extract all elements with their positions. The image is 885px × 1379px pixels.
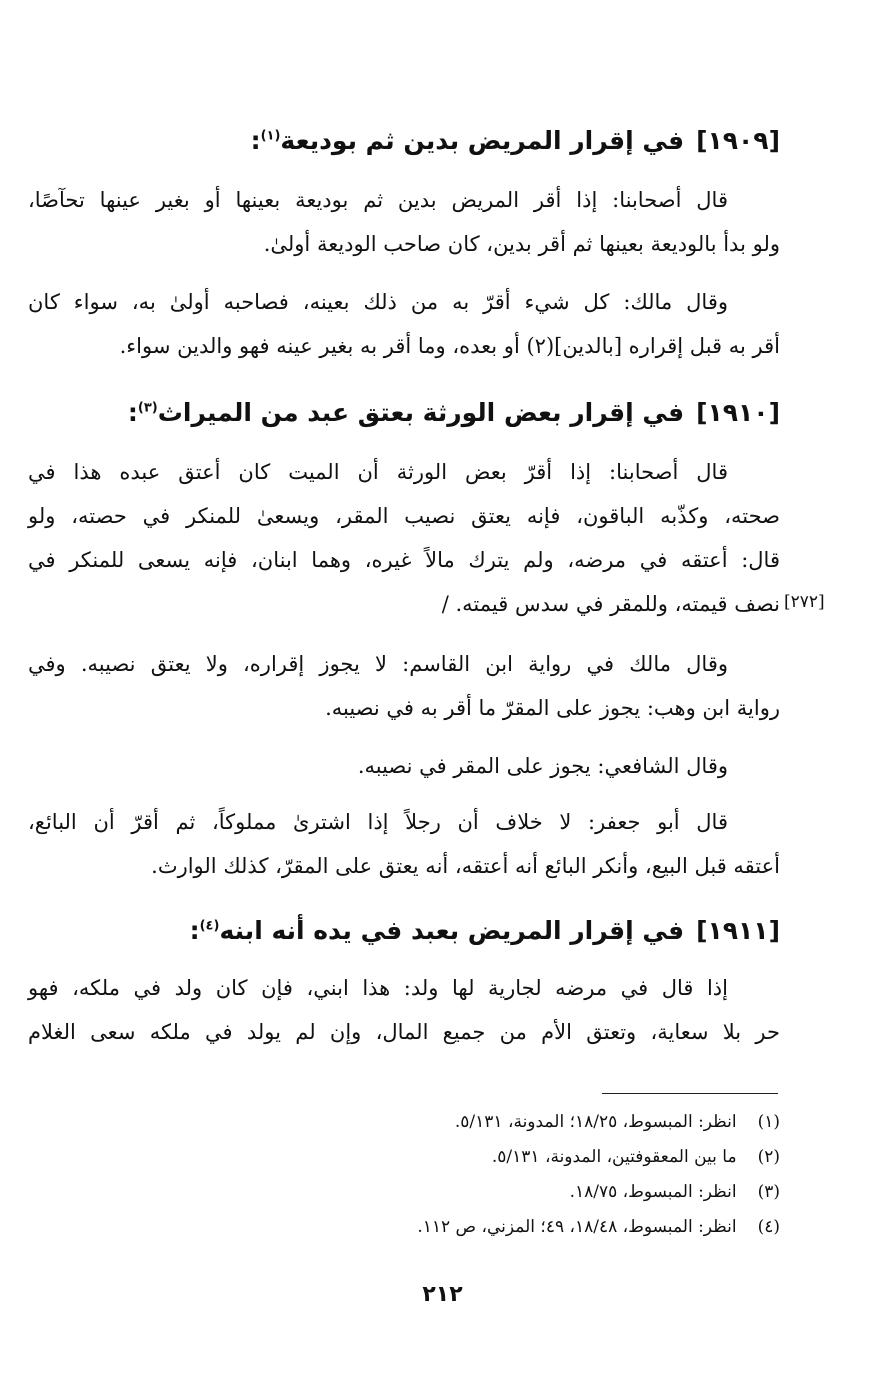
footnote-number: (١) [757,1112,780,1132]
footnote-ref: (١) [260,128,281,144]
text-line: نصف قيمته، وللمقر في سدس قيمته. / [441,592,780,616]
paragraph [28,280,780,368]
text-line: وقال مالك: كل شيء أقرّ به من ذلك بعينه، فصاحبه أولىٰ به، سواء كان [28,290,728,314]
text-line: أعتقه قبل البيع، وأنكر البائع أنه أعتقه، أنه يعتق على المقرّ، كذلك الوارث. [151,854,780,878]
section-title: في إقرار بعض الورثة بعتق عبد من الميراث [157,398,685,427]
section-heading-1909: [١٩٠٩]في إقرار المريض بدين ثم بوديعة$^{(١)}$: [250,126,780,155]
footnote-number: (٣) [757,1182,780,1202]
text-line: رواية ابن وهب: يجوز على المقرّ ما أقر به في نصيبه. [325,696,780,720]
text-line: صحته، وكذّبه الباقون، فإنه يعتق نصيب المقر، ويسعىٰ للمنكر في حصته، ولو [28,504,780,528]
footnote-divider [602,1093,778,1094]
section-title: في إقرار المريض بعبد في يده أنه ابنه [219,916,685,945]
section-number: [١٩١٠] [696,398,780,427]
footnote-2 [200,1139,780,1175]
paragraph [28,744,780,788]
text-line: ولو بدأ بالوديعة بعينها ثم أقر بدين، كان صاحب الوديعة أولىٰ. [263,232,780,256]
section-number: [١٩١١] [696,916,780,945]
footnote-text: ما بين المعقوفتين، المدونة، ٥/١٣١. [491,1147,737,1167]
text-line: حر بلا سعاية، وتعتق الأم من جميع المال، وإن لم يولد في ملكه سعى الغلام [28,1020,780,1044]
paragraph [28,642,780,730]
footnote-ref: (٤) [199,918,220,934]
section-title: في إقرار المريض بدين ثم بوديعة [280,126,685,155]
text-line: وقال الشافعي: يجوز على المقر في نصيبه. [357,754,728,778]
footnote-text: انظر: المبسوط، ١٨/٧٥. [569,1182,737,1202]
section-number: [١٩٠٩] [696,126,780,155]
paragraph [28,966,780,1054]
text-line: قال أصحابنا: إذا أقر المريض بدين ثم بوديعة بعينها أو بغير عينها تحآصًا، [28,188,728,212]
paragraph [28,800,780,888]
text-line: وقال مالك في رواية ابن القاسم: لا يجوز إقراره، ولا يعتق نصيبه. وفي [28,652,728,676]
margin-page-marker: [٢٧٢] [784,592,825,612]
footnote-text: انظر: المبسوط، ١٨/٢٥؛ المدونة، ٥/١٣١. [454,1112,737,1132]
text-line: أقر به قبل إقراره [بالدين](٢) أو بعده، وما أقر به بغير عينه فهو والدين سواء. [119,334,780,358]
text-line: قال: أعتقه في مرضه، ولم يترك مالاً غيره، وهما ابنان، فإنه يسعى للمنكر في [28,548,780,572]
page-number: ٢١٢ [422,1282,463,1307]
footnote-number: (٢) [757,1147,780,1167]
text-line: إذا قال في مرضه لجارية لها ولد: هذا ابني، فإن كان ولد في ملكه، فهو [28,976,728,1000]
footnote-1 [200,1104,780,1140]
footnote-ref: (٣) [137,400,158,416]
section-heading-1910: [١٩١٠]في إقرار بعض الورثة بعتق عبد من الميراث$^{(٣)}$: [127,398,780,427]
footnote-number: (٤) [757,1217,780,1237]
footnote-3 [200,1174,780,1210]
text-line: قال أبو جعفر: لا خلاف أن رجلاً إذا اشترىٰ مملوكاً، ثم أقرّ أن البائع، [28,810,728,834]
text-line: قال أصحابنا: إذا أقرّ بعض الورثة أن الميت كان أعتق عبده هذا في [28,460,728,484]
paragraph [28,178,780,266]
footnote-text: انظر: المبسوط، ١٨/٤٨، ٤٩؛ المزني، ص ١١٢. [417,1217,737,1237]
paragraph [28,450,780,626]
section-heading-1911: [١٩١١]في إقرار المريض بعبد في يده أنه ابنه$^{(٤)}$: [189,916,780,945]
footnote-4 [200,1209,780,1245]
